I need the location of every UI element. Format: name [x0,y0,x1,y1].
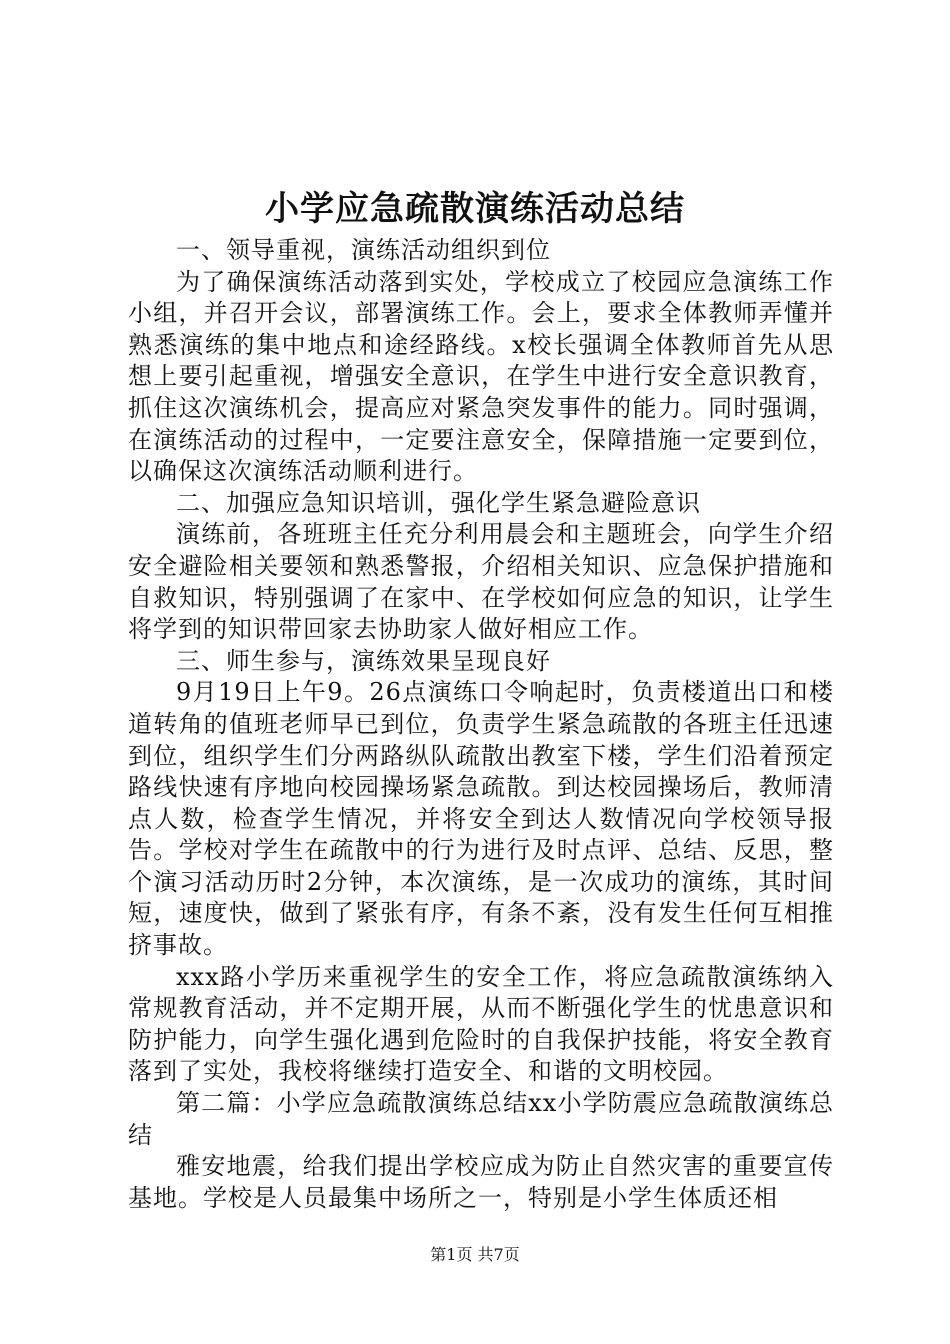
document-title: 小学应急疏散演练活动总结 [265,189,685,229]
paragraph: 为了确保演练活动落到实处，学校成立了校园应急演练工作小组，并召开会议，部署演练工作。会上，要求全体教师弄懂并熟悉演练的集中地点和途经路线。x校长强调全体教师首先从思想上要引起重视，增强安全意识，在学生中进行安全意识教育，抓住这次演练机会，提高应对紧急突发事件的能力。同时强调，在演练活动的过程中，一定要注意安全，保障措施一定要到位，以确保这次演练活动顺利进行。 [128,267,834,486]
section-heading-2: 二、加强应急知识培训，强化学生紧急避险意识 [176,488,701,517]
paragraph: xxx路小学历来重视学生的安全工作，将应急疏散演练纳入常规教育活动，并不定期开展，从而不断强化学生的忧患意识和防护能力，向学生强化遇到危险时的自我保护技能，将安全教育落到了实处，我校将继续打造安全、和谐的文明校园。 [128,962,834,1086]
section-heading-1: 一、领导重视，演练活动组织到位 [176,236,551,264]
page-footer: 第1页 共7页 [430,1245,520,1264]
paragraph: 雅安地震，给我们提出学校应成为防止自然灾害的重要宣传基地。学校是人员最集中场所之一，特别是小学生体质还相 [128,1152,834,1212]
second-article-heading: 第二篇：小学应急疏散演练总结xx小学防震应急疏散演练总结 [128,1089,834,1149]
paragraph: 9月19日上午9。26点演练口令响起时，负责楼道出口和楼道转角的值班老师早已到位，负责学生紧急疏散的各班主任迅速到位，组织学生们分两路纵队疏散出教室下楼，学生们沿着预定路线快速有序地向校园操场紧急疏散。到达校园操场后，教师清点人数，检查学生情况，并将安全到达人数情况向学校领导报告。学校对学生在疏散中的行为进行及时点评、总结、反思，整个演习活动历时2分钟，本次演练，是一次成功的演练，其时间短，速度快，做到了紧张有序，有条不紊，没有发生任何互相推挤事故。 [128,678,834,960]
paragraph: 演练前，各班班主任充分利用晨会和主题班会，向学生介绍安全避险相关要领和熟悉警报，介绍相关知识、应急保护措施和自救知识，特别强调了在家中、在学校如何应急的知识，让学生将学到的知识带回家去协助家人做好相应工作。 [128,520,834,644]
document-body [128,235,834,1214]
section-heading-3: 三、师生参与，演练效果呈现良好 [176,646,551,675]
